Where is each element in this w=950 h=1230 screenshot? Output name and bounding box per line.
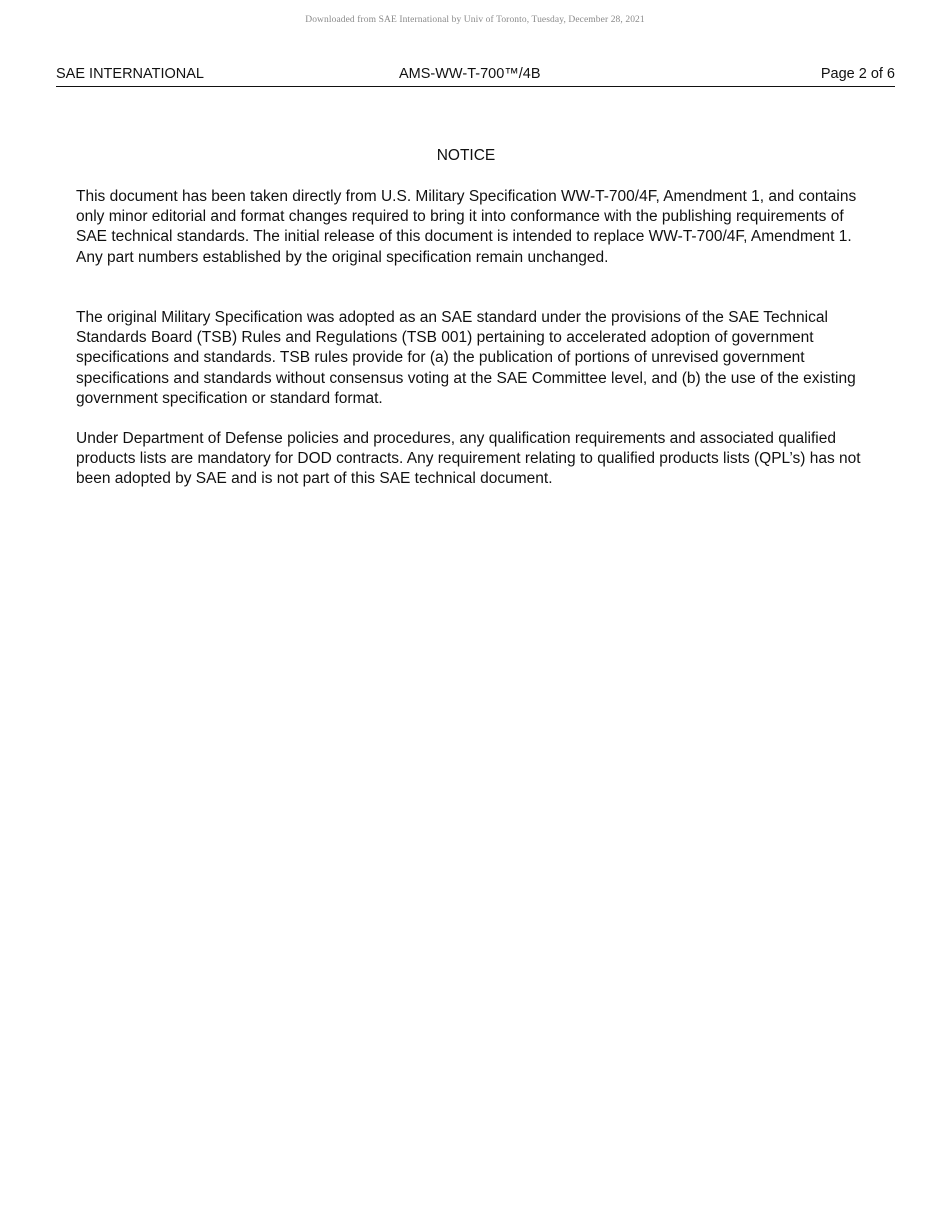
header-document-number: AMS-WW-T-700™/4B (399, 66, 541, 82)
page-header (56, 66, 895, 87)
header-organization: SAE INTERNATIONAL (56, 66, 204, 82)
notice-title: NOTICE (436, 147, 496, 164)
notice-paragraph-2: The original Military Specification was adopted as an SAE standard under the provisions of the SAE Technical Standards Board (TSB) Rules and Regulations (TSB 001) pertaining to accelerated adoption of government specifications and standards. TSB rules provide for (a) the publication of portions of unrevised government specifications and standards without consensus voting at the SAE Committee level, and (b) the use of the existing government specification or standard format. (76, 309, 856, 407)
notice-paragraph-3: Under Department of Defense policies and procedures, any qualification requirements and associated qualified products lists are mandatory for DOD contracts. Any requirement relating to qualified products lists (QPL’s) has not been adopted by SAE and is not part of this SAE technical document. (76, 430, 861, 488)
download-watermark: Downloaded from SAE International by Univ of Toronto, Tuesday, December 28, 2021 (305, 15, 645, 25)
header-page-number: Page 2 of 6 (820, 66, 895, 82)
notice-paragraph-1: This document has been taken directly from U.S. Military Specification WW-T-700/4F, Amendment 1, and contains only minor editorial and format changes required to bring it into conformance with the publishing requirements of SAE technical standards. The initial release of this document is intended to replace WW-T-700/4F, Amendment 1. Any part numbers established by the original specification remain unchanged. (76, 188, 857, 266)
